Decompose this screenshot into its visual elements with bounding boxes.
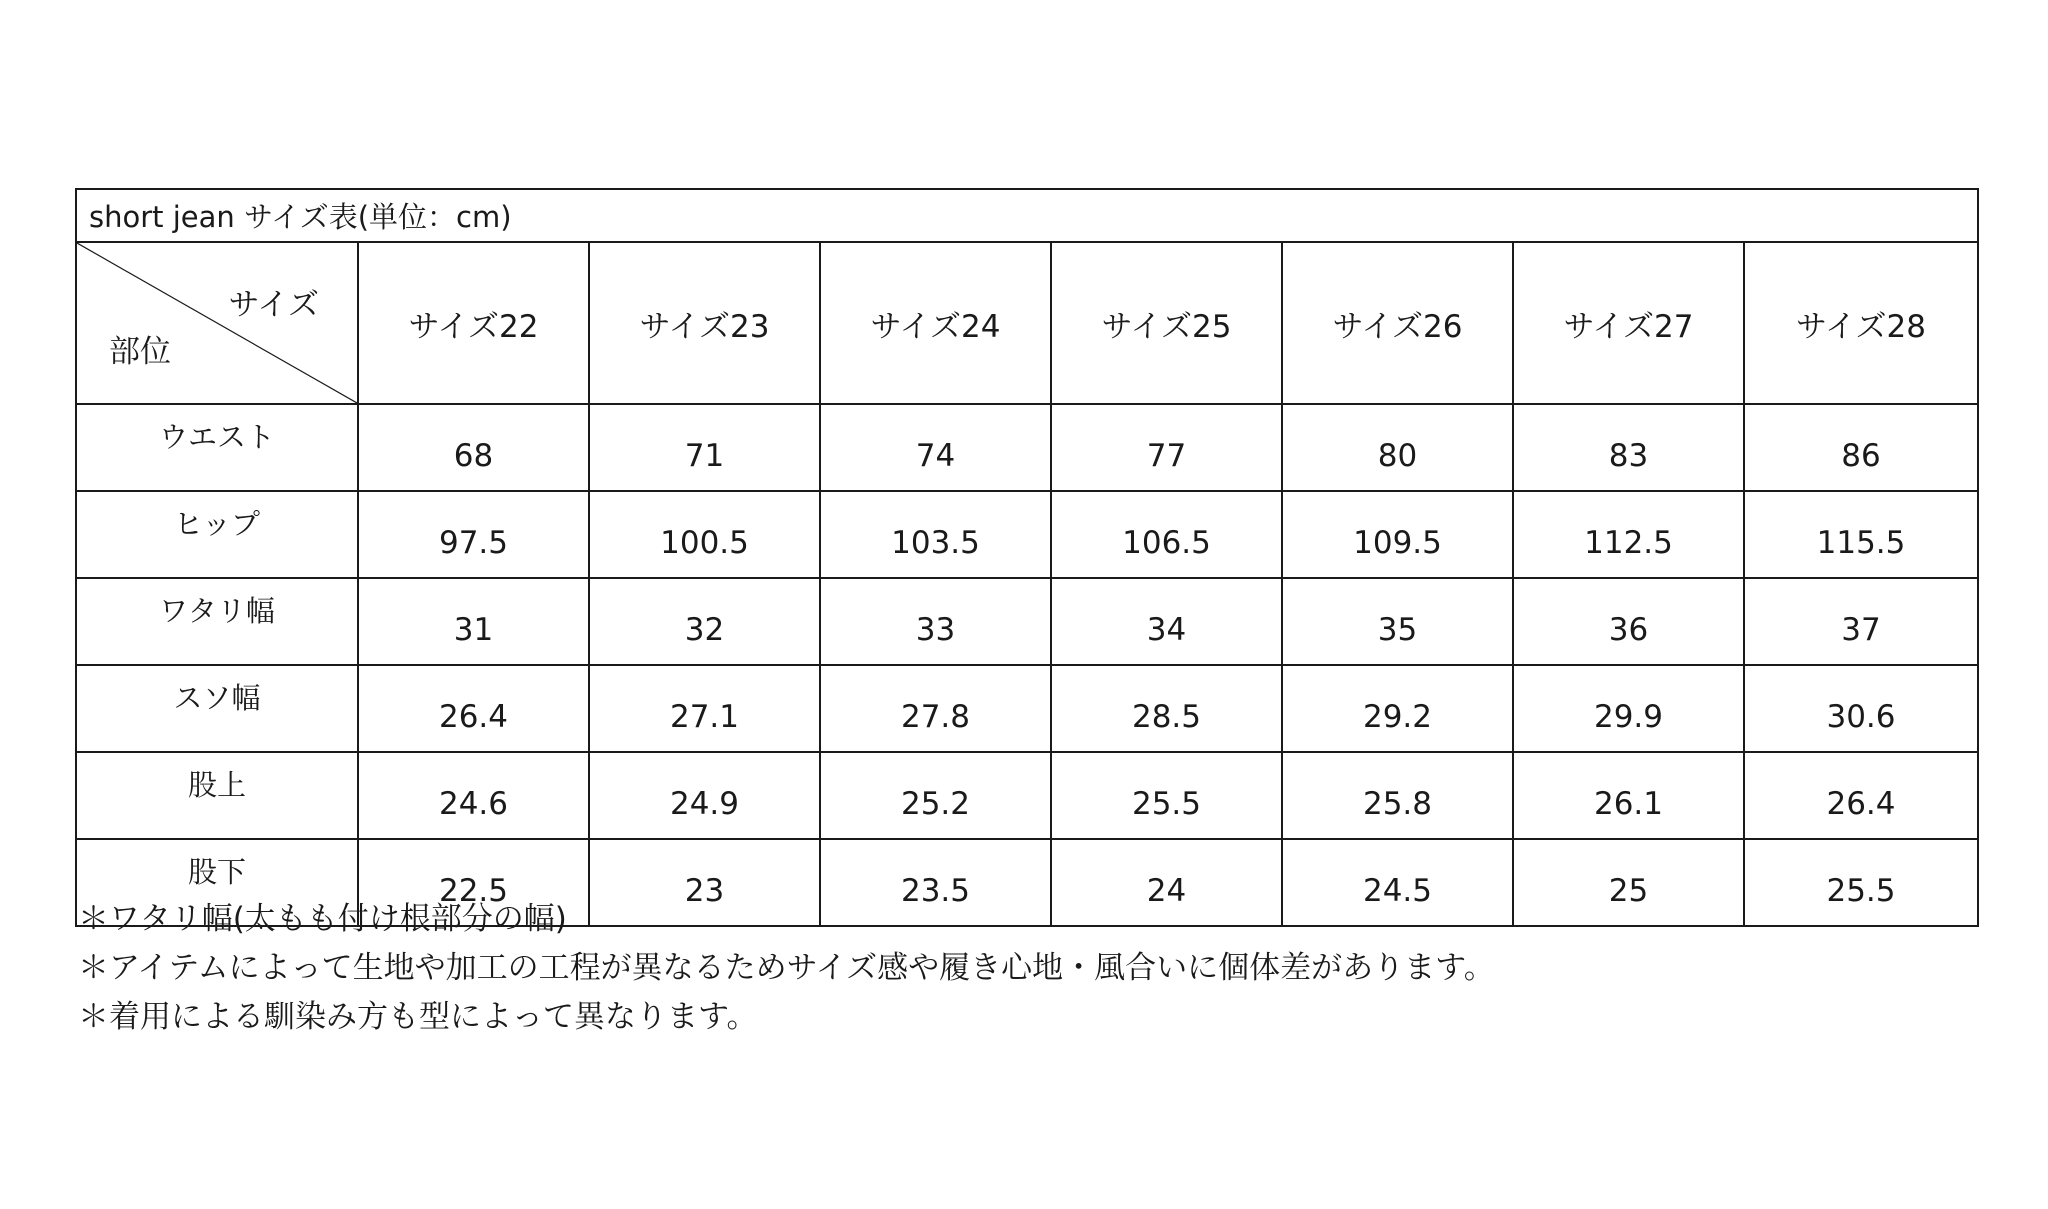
value-cell: 26.4 bbox=[1744, 752, 1978, 839]
note-wear-fit: ＊着用による馴染み方も型によって異なります。 bbox=[78, 999, 758, 1035]
value-cell: 37 bbox=[1744, 578, 1978, 665]
size-table-container bbox=[75, 188, 1977, 927]
value-cell: 80 bbox=[1282, 404, 1513, 491]
value-cell: 24.5 bbox=[1282, 839, 1513, 926]
row-label-inseam: 股下 bbox=[76, 839, 358, 926]
value-cell: 24.9 bbox=[589, 752, 820, 839]
header-row bbox=[76, 242, 1978, 404]
value-cell: 29.2 bbox=[1282, 665, 1513, 752]
size-header: サイズ24 bbox=[820, 242, 1051, 404]
value-cell: 27.1 bbox=[589, 665, 820, 752]
note-thigh-width: ＊ワタリ幅(太もも付け根部分の幅) bbox=[78, 901, 567, 937]
value-cell: 34 bbox=[1051, 578, 1282, 665]
row-label-thigh-width: ワタリ幅 bbox=[76, 578, 358, 665]
value-cell: 23.5 bbox=[820, 839, 1051, 926]
row-label-waist: ウエスト bbox=[76, 404, 358, 491]
value-cell: 106.5 bbox=[1051, 491, 1282, 578]
value-cell: 103.5 bbox=[820, 491, 1051, 578]
size-header: サイズ27 bbox=[1513, 242, 1744, 404]
value-cell: 22.5 bbox=[358, 839, 589, 926]
row-label-rise: 股上 bbox=[76, 752, 358, 839]
value-cell: 25.2 bbox=[820, 752, 1051, 839]
value-cell: 23 bbox=[589, 839, 820, 926]
value-cell: 24 bbox=[1051, 839, 1282, 926]
value-cell: 36 bbox=[1513, 578, 1744, 665]
table-row bbox=[76, 578, 1978, 665]
table-row bbox=[76, 752, 1978, 839]
table-row bbox=[76, 404, 1978, 491]
table-row bbox=[76, 491, 1978, 578]
value-cell: 29.9 bbox=[1513, 665, 1744, 752]
value-cell: 25.8 bbox=[1282, 752, 1513, 839]
value-cell: 32 bbox=[589, 578, 820, 665]
value-cell: 86 bbox=[1744, 404, 1978, 491]
value-cell: 115.5 bbox=[1744, 491, 1978, 578]
corner-size-label: サイズ bbox=[228, 287, 319, 323]
value-cell: 33 bbox=[820, 578, 1051, 665]
value-cell: 112.5 bbox=[1513, 491, 1744, 578]
corner-part-label: 部位 bbox=[109, 334, 171, 370]
value-cell: 109.5 bbox=[1282, 491, 1513, 578]
size-header: サイズ26 bbox=[1282, 242, 1513, 404]
value-cell: 30.6 bbox=[1744, 665, 1978, 752]
value-cell: 77 bbox=[1051, 404, 1282, 491]
value-cell: 83 bbox=[1513, 404, 1744, 491]
value-cell: 25.5 bbox=[1744, 839, 1978, 926]
corner-cell bbox=[76, 242, 358, 404]
notes bbox=[78, 895, 1495, 1042]
value-cell: 68 bbox=[358, 404, 589, 491]
value-cell: 25.5 bbox=[1051, 752, 1282, 839]
size-header: サイズ22 bbox=[358, 242, 589, 404]
row-label-hem-width: スソ幅 bbox=[76, 665, 358, 752]
row-label-hip: ヒップ bbox=[76, 491, 358, 578]
value-cell: 27.8 bbox=[820, 665, 1051, 752]
value-cell: 25 bbox=[1513, 839, 1744, 926]
table-row bbox=[76, 665, 1978, 752]
size-header: サイズ25 bbox=[1051, 242, 1282, 404]
value-cell: 24.6 bbox=[358, 752, 589, 839]
note-individual-differences: ＊アイテムによって生地や加工の工程が異なるためサイズ感や履き心地・風合いに個体差があります。 bbox=[78, 950, 1495, 986]
value-cell: 26.1 bbox=[1513, 752, 1744, 839]
value-cell: 74 bbox=[820, 404, 1051, 491]
value-cell: 100.5 bbox=[589, 491, 820, 578]
value-cell: 97.5 bbox=[358, 491, 589, 578]
table-caption: short jean サイズ表(単位：cm) bbox=[76, 189, 1978, 242]
value-cell: 35 bbox=[1282, 578, 1513, 665]
value-cell: 31 bbox=[358, 578, 589, 665]
size-header: サイズ23 bbox=[589, 242, 820, 404]
size-header: サイズ28 bbox=[1744, 242, 1978, 404]
value-cell: 26.4 bbox=[358, 665, 589, 752]
size-table bbox=[75, 188, 1979, 927]
value-cell: 28.5 bbox=[1051, 665, 1282, 752]
value-cell: 71 bbox=[589, 404, 820, 491]
